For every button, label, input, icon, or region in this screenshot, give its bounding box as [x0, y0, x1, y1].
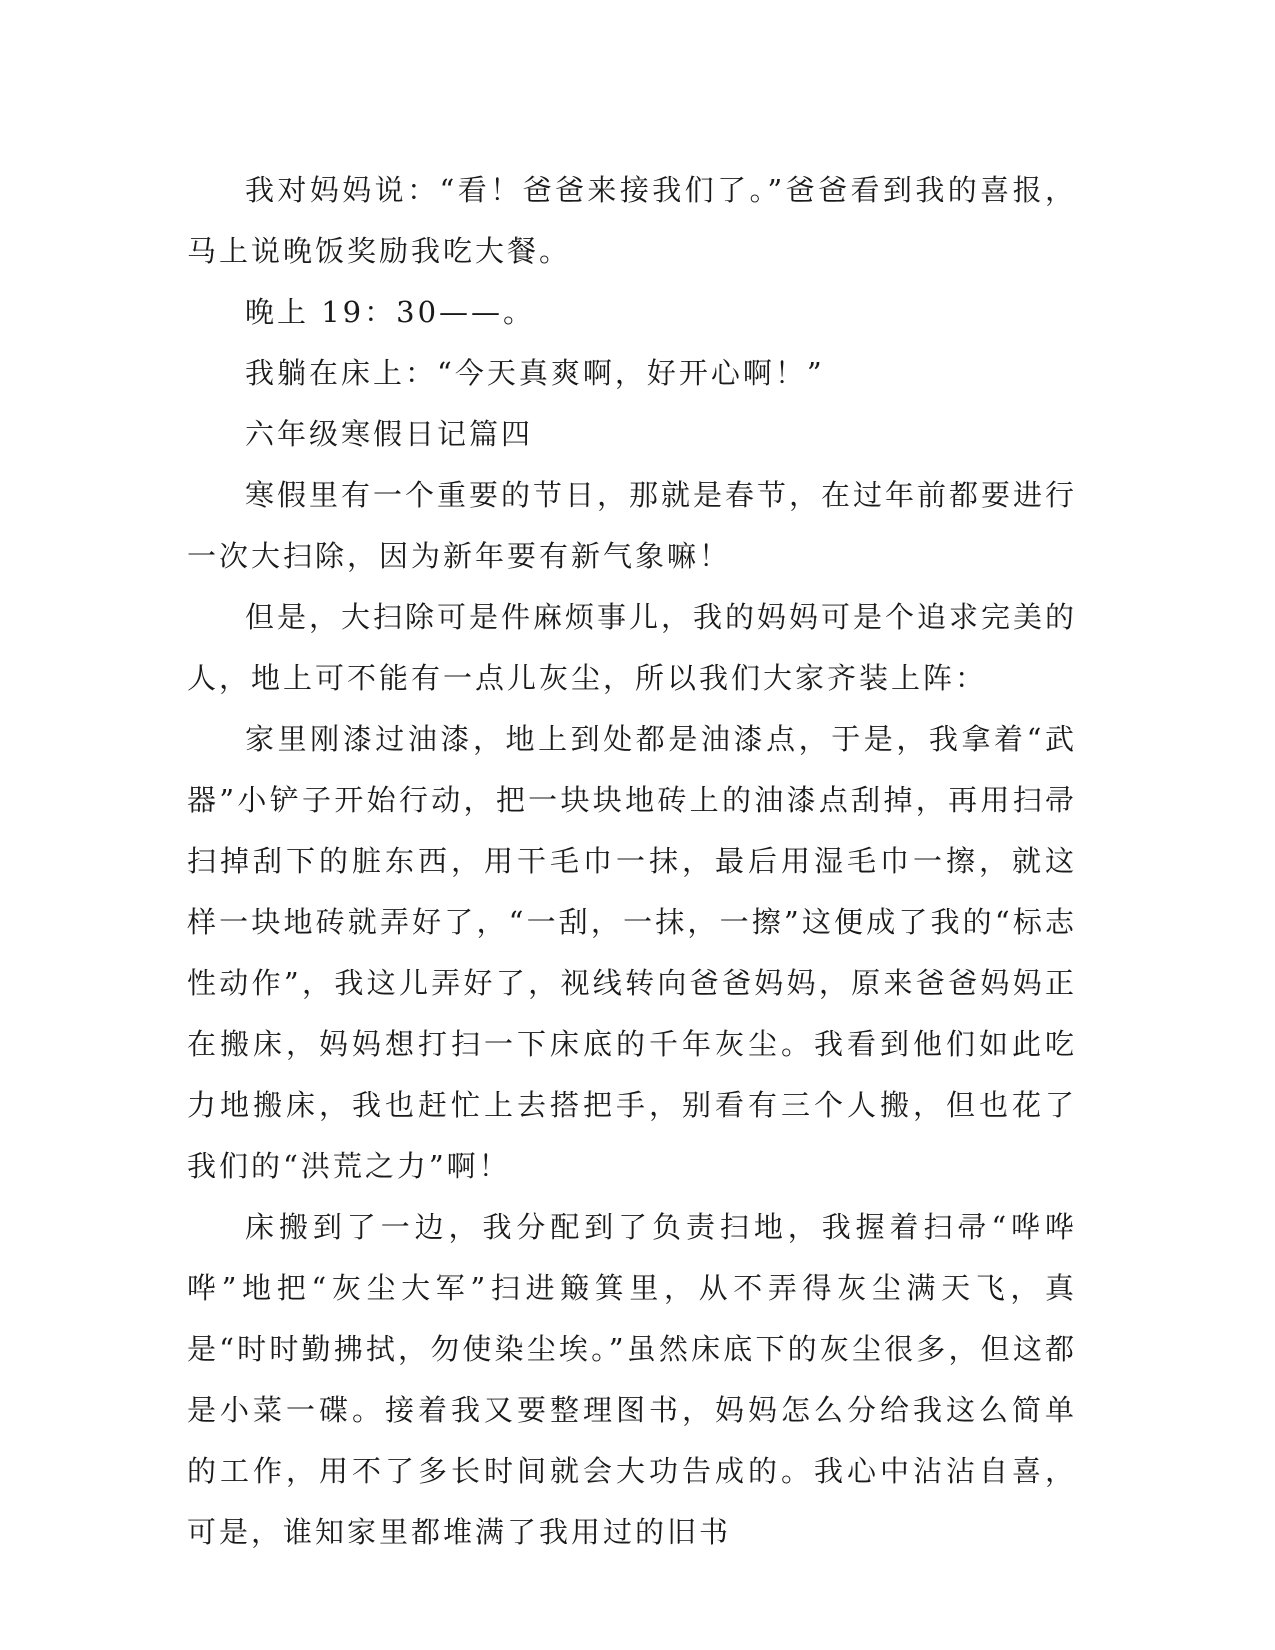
- section-heading: 六年级寒假日记篇四: [245, 417, 534, 451]
- paragraph: 晚上 19：30——。: [245, 295, 536, 329]
- paragraph: 我对妈妈说：“看！爸爸来接我们了。”爸爸看到我的喜报，马上说晚饭奖励我吃大餐。: [187, 173, 1077, 268]
- paragraph: 我躺在床上：“今天真爽啊，好开心啊！”: [245, 356, 825, 390]
- paragraph: 家里刚漆过油漆，地上到处都是油漆点，于是，我拿着“武器”小铲子开始行动，把一块块地砖上的油漆点刮掉，再用扫帚扫掉刮下的脏东西，用干毛巾一抹，最后用湿毛巾一擦，就这样一块地砖就弄好了，“一刮，一抹，一擦”这便成了我的“标志性动作”，我这儿弄好了，视线转向爸爸妈妈，原来爸爸妈妈正在搬床，妈妈想打扫一下床底的千年灰尘。我看到他们如此吃力地搬床，我也赶忙上去搭把手，别看有三个人搬，但也花了我们的“洪荒之力”啊！: [187, 722, 1077, 1183]
- paragraph: 但是，大扫除可是件麻烦事儿，我的妈妈可是个追求完美的人，地上可不能有一点儿灰尘，所以我们大家齐装上阵：: [187, 600, 1078, 695]
- paragraph: 床搬到了一边，我分配到了负责扫地，我握着扫帚“哗哗哗”地把“灰尘大军”扫进簸箕里，从不弄得灰尘满天飞，真是“时时勤拂拭，勿使染尘埃。”虽然床底下的灰尘很多，但这都是小菜一碟。接着我又要整理图书，妈妈怎么分给我这么简单的工作，用不了多长时间就会大功告成的。我心中沾沾自喜，可是，谁知家里都堆满了我用过的旧书: [187, 1210, 1077, 1549]
- paragraph: 寒假里有一个重要的节日，那就是春节，在过年前都要进行一次大扫除，因为新年要有新气象嘛！: [187, 478, 1078, 573]
- document-body: [187, 160, 1077, 1563]
